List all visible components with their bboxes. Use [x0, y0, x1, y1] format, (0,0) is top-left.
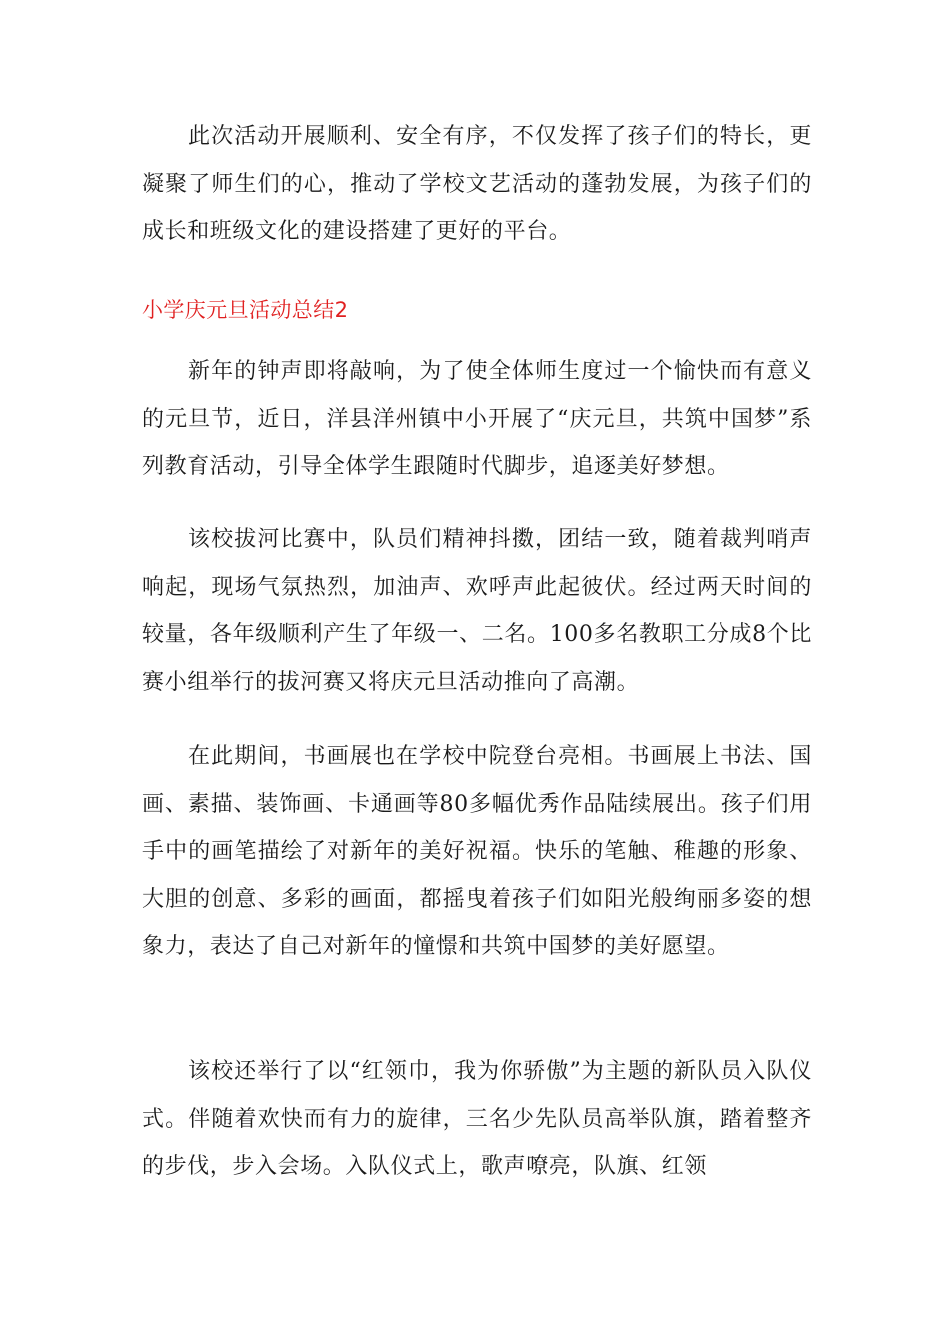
paragraph-tug-of-war: 该校拔河比赛中，队员们精神抖擞，团结一致，随着裁判哨声响起，现场气氛热烈，加油声、欢呼声此起彼伏。经过两天时间的较量，各年级顺利产生了年级一、二名。100多名教职工分成8个比赛小组举行的拔河赛又将庆元旦活动推向了高潮。 [142, 527, 812, 695]
paragraph-art-exhibition: 在此期间，书画展也在学校中院登台亮相。书画展上书法、国画、素描、装饰画、卡通画等80多幅优秀作品陆续展出。孩子们用手中的画笔描绘了对新年的美好祝福。快乐的笔触、稚趣的形象、大胆的创意、多彩的画面，都摇曳着孩子们如阳光般绚丽多姿的想象力，表达了自己对新年的憧憬和共筑中国梦的美好愿望。 [142, 744, 812, 960]
paragraph-activity-summary: 此次活动开展顺利、安全有序，不仅发挥了孩子们的特长，更凝聚了师生们的心，推动了学校文艺活动的蓬勃发展，为孩子们的成长和班级文化的建设搭建了更好的平台。 [142, 124, 812, 245]
paragraph-induction-ceremony: 该校还举行了以“红领巾，我为你骄傲”为主题的新队员入队仪式。伴随着欢快而有力的旋律，三名少先队员高举队旗，踏着整齐的步伐，步入会场。入队仪式上，歌声嘹亮，队旗、红领 [142, 1059, 812, 1180]
section-heading: 小学庆元旦活动总结2 [142, 298, 349, 322]
paragraph-new-year-intro: 新年的钟声即将敲响，为了使全体师生度过一个愉快而有意义的元旦节，近日，洋县洋州镇中小开展了“庆元旦，共筑中国梦”系列教育活动，引导全体学生跟随时代脚步，追逐美好梦想。 [142, 359, 812, 480]
